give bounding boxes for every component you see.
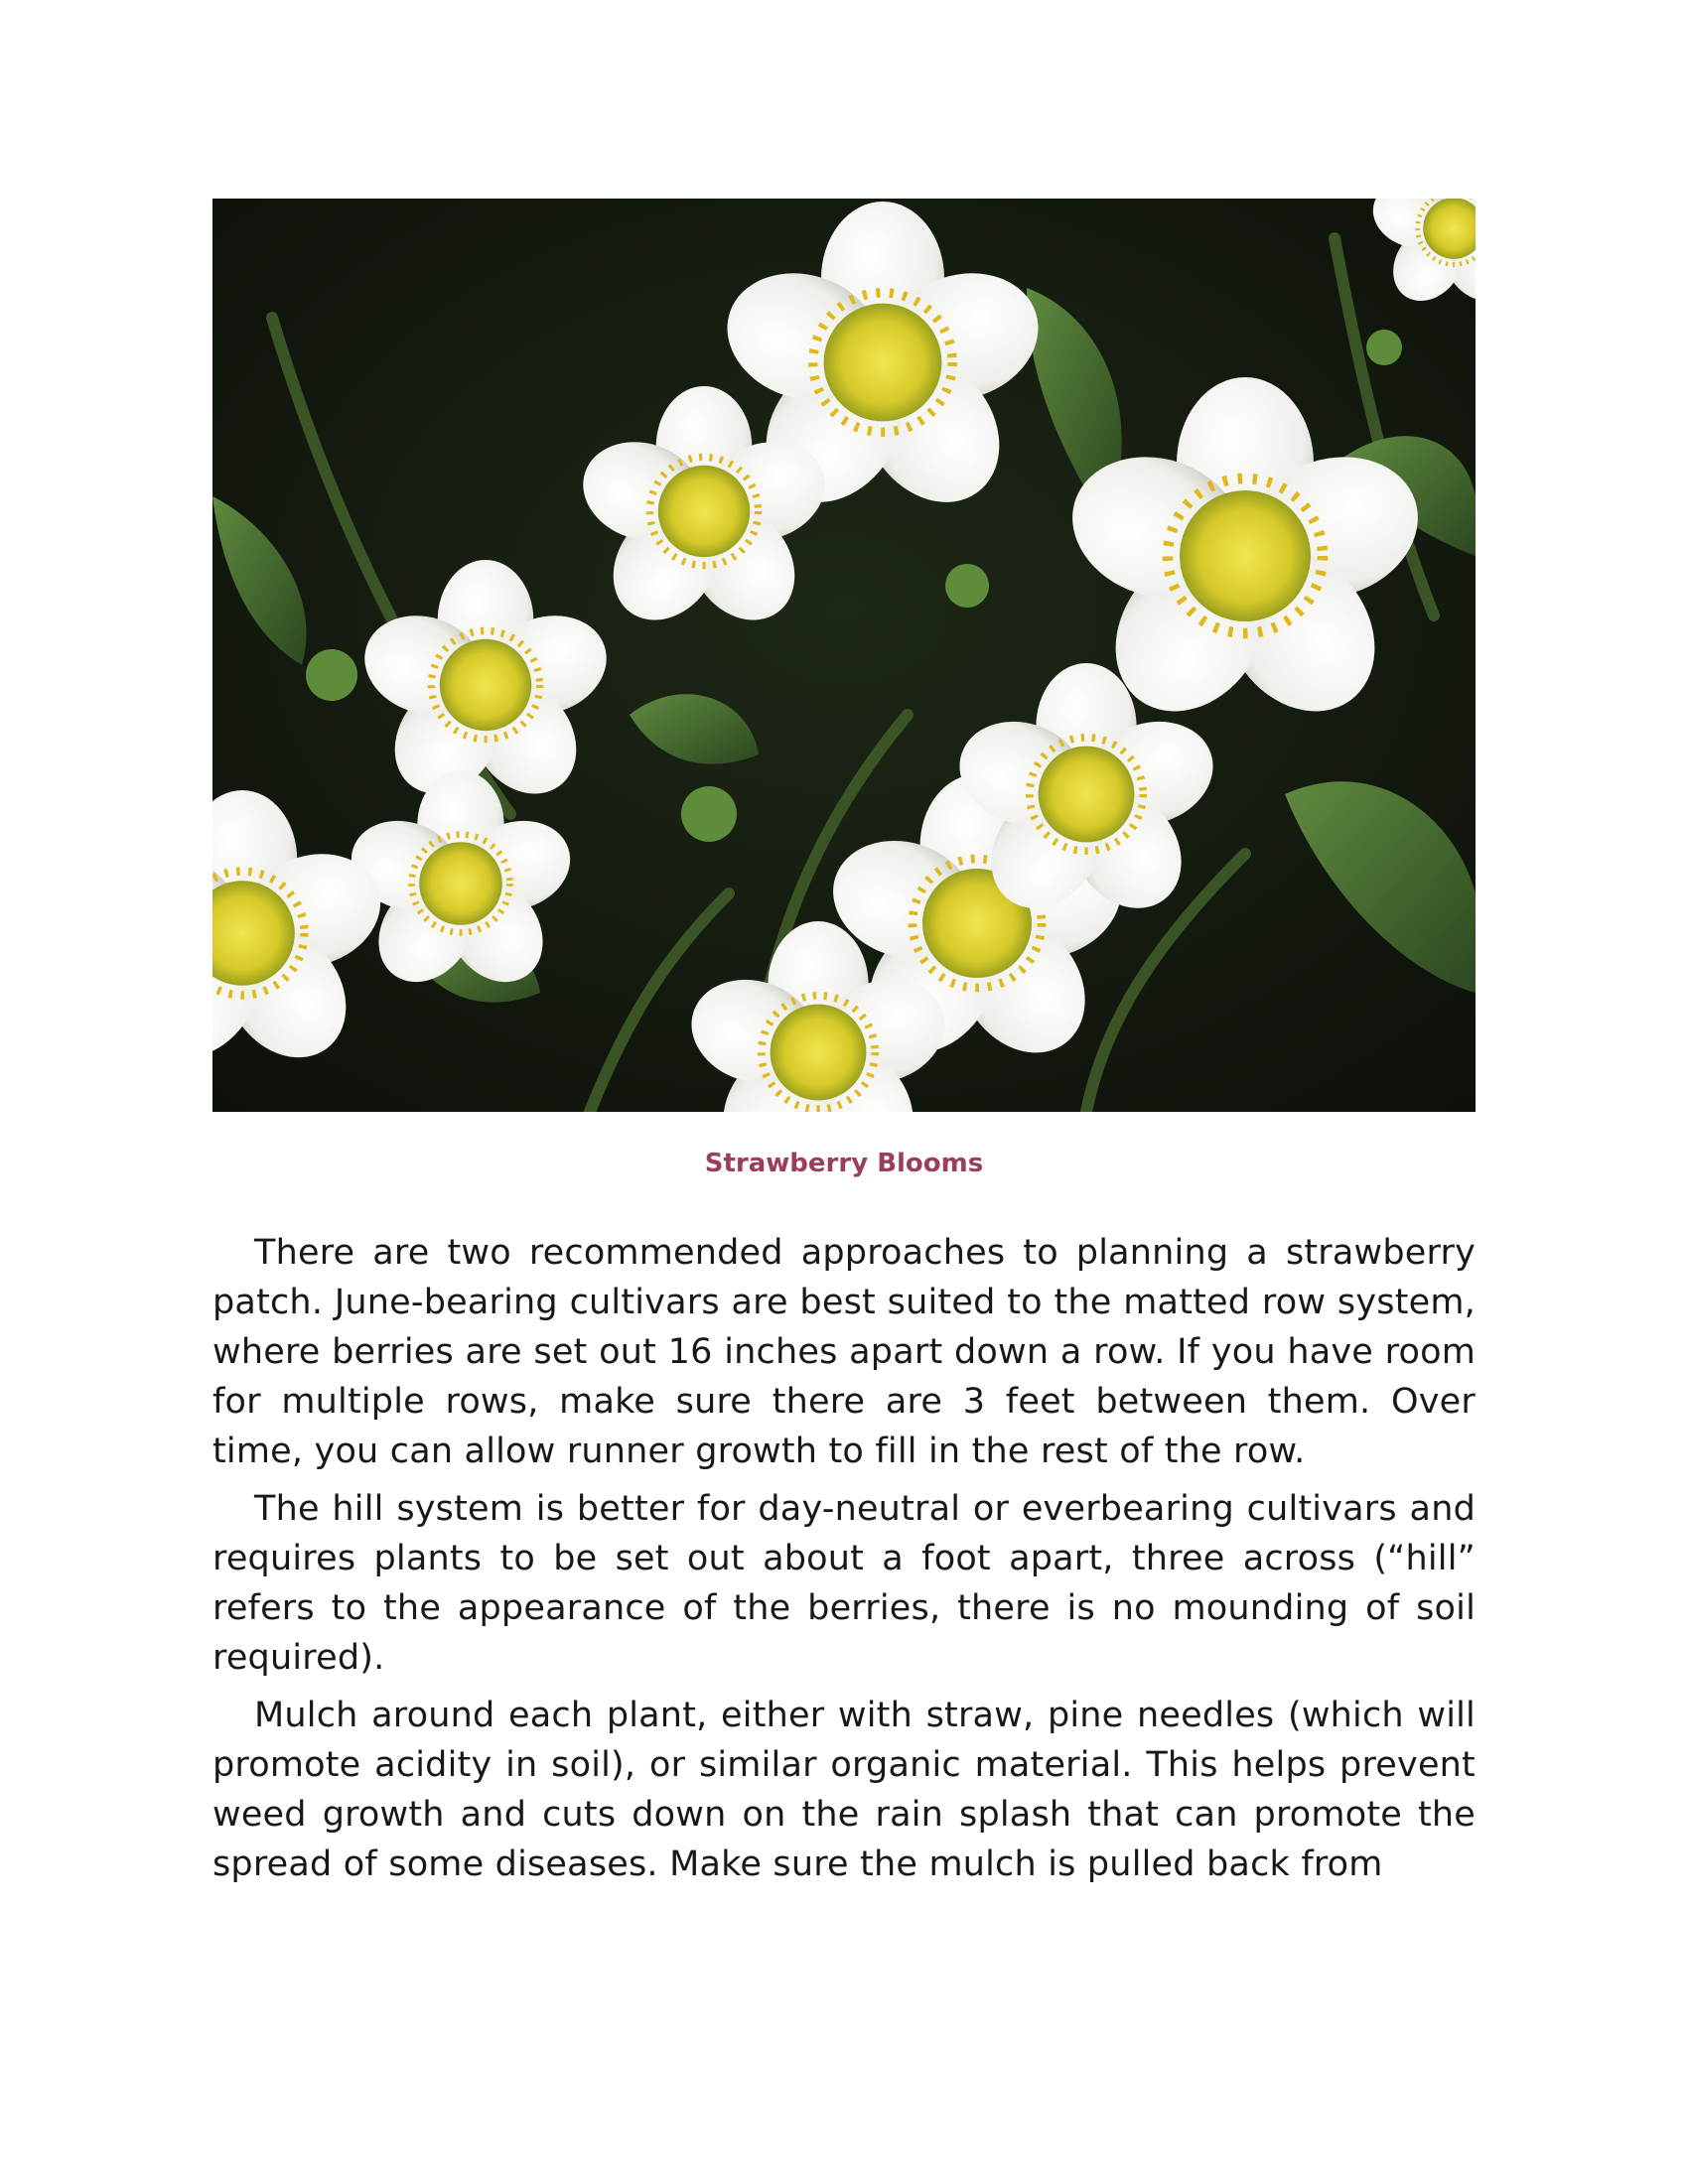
paragraph-planning-approaches: There are two recommended approaches to planning a strawberry patch. June-bearing cultivars are best suited to the matted row system, where berries are set out 16 inches apart down a row. If you have room for multiple rows, make sure there are 3 feet between them. Over time, you can allow runner growth to fill in the rest of the row. — [212, 1233, 1476, 1471]
figure-caption: Strawberry Blooms — [704, 1149, 984, 1178]
paragraph-mulch: Mulch around each plant, either with straw, pine needles (which will promote acidity in soil), or similar organic material. This helps prevent weed growth and cuts down on the rain splash that can promote the spread of some diseases. Make sure the mulch is pulled back from — [212, 1696, 1476, 1884]
paragraph-hill-system: The hill system is better for day-neutral or everbearing cultivars and requires plants to be set out about a foot apart, three across (“hill” refers to the appearance of the berries, there is no mounding of soil required). — [212, 1489, 1476, 1678]
photo-illustration — [212, 199, 1476, 1112]
article-body — [212, 1228, 1476, 1897]
strawberry-blooms-photo — [212, 199, 1476, 1112]
